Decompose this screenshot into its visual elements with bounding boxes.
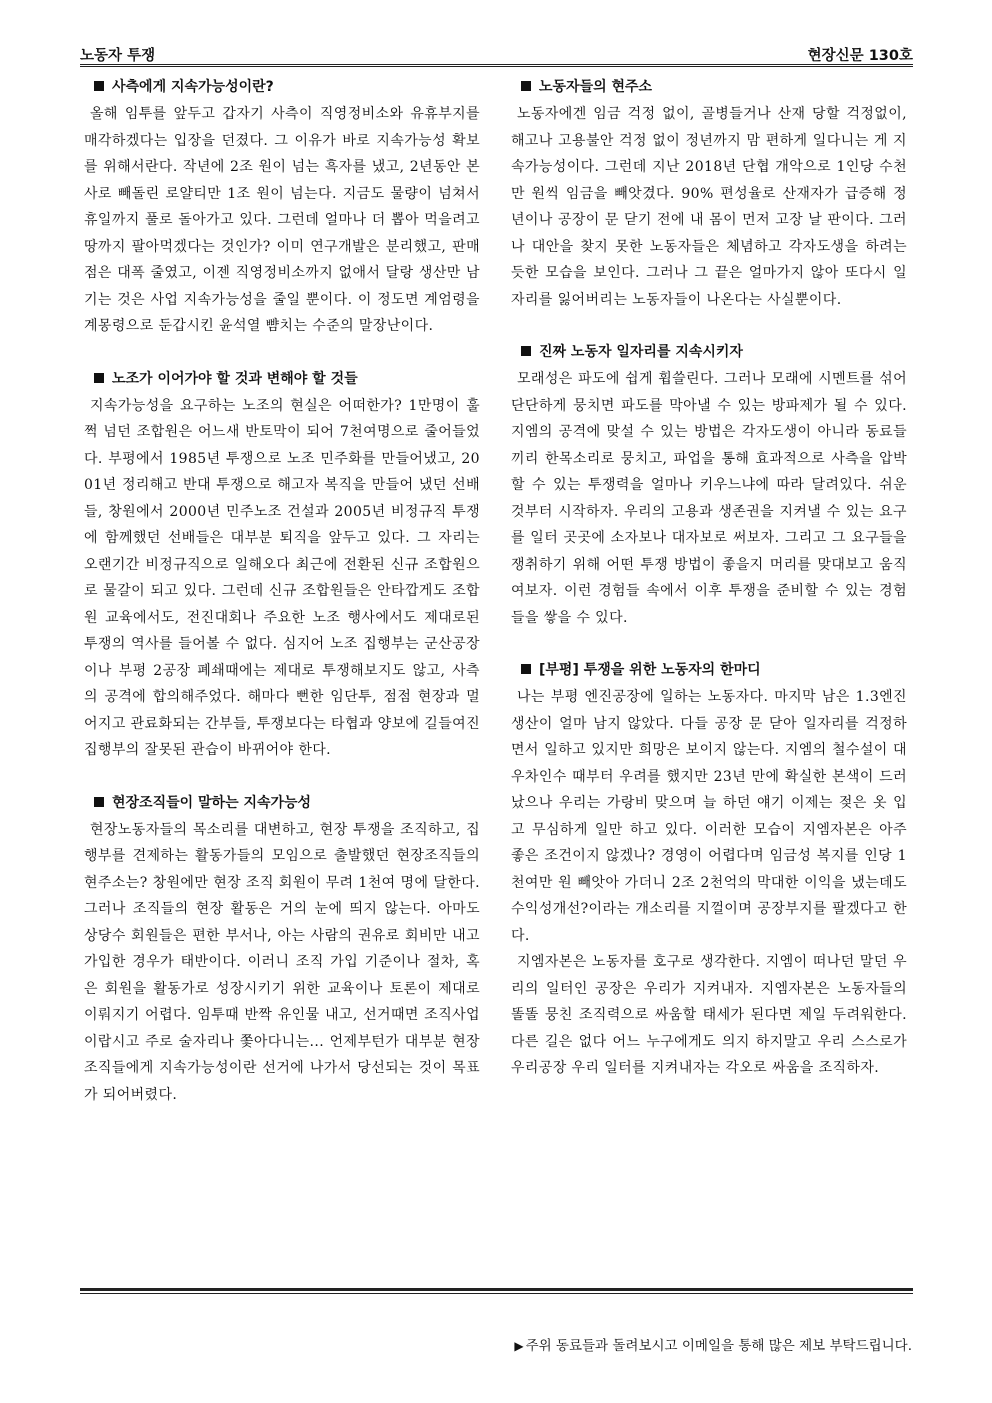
- section-heading: 진짜 노동자 일자리를 지속시키자: [511, 341, 907, 363]
- footer-divider: [80, 1288, 913, 1291]
- article-section: [84, 76, 480, 340]
- article-section: [84, 368, 480, 764]
- section-paragraph: 노동자에겐 임금 걱정 없이, 골병들거나 산재 당할 걱정없이, 해고나 고용불안 걱정 없이 정년까지 맘 편하게 일다니는 게 지속가능성이다. 그런데 지난 2018년 단협 개악으로 1인당 수천만 원씩 임금을 빼앗겼다. 90% 편성율로 산재자가 급증해 정년이나 공장이 문 닫기 전에 내 몸이 먼저 고장 날 판이다. 그러나 대안을 찾지 못한 노동자들은 체념하고 각자도생을 하려는 듯한 모습을 보인다. 그러나 그 끝은 얼마가지 않아 또다시 일자리를 잃어버리는 노동자들이 나온다는 사실뿐이다.: [511, 106, 907, 308]
- square-bullet-icon: [94, 797, 104, 807]
- footer-text: 주위 동료들과 돌려보시고 이메일을 통해 많은 제보 부탁드립니다.: [525, 1338, 912, 1354]
- right-triangle-icon: ▶: [514, 1339, 524, 1353]
- square-bullet-icon: [521, 664, 531, 674]
- article-section: [84, 792, 480, 1109]
- section-paragraph: 현장노동자들의 목소리를 대변하고, 현장 투쟁을 조직하고, 집행부를 견제하는 활동가들의 모임으로 출발했던 현장조직들의 현주소는? 창원에만 현장 조직 회원이 무려 1천여 명에 달한다. 그러나 조직들의 현장 활동은 거의 눈에 띄지 않는다. 아마도 상당수 회원들은 편한 부서나, 아는 사람의 권유로 회비만 내고 가입한 경우가 태반이다. 이러니 조직 가입 기준이나 절차, 혹은 회원을 활동가로 성장시키기 위한 교육이나 토론이 제대로 이뤄지기 어렵다. 임투때 반짝 유인물 내고, 선거때면 조직사업이랍시고 주로 술자리나 쫓아다니는... 언제부턴가 대부분 현장조직들에게 지속가능성이란 선거에 나가서 당선되는 것이 목표가 되어버렸다.: [84, 821, 480, 1103]
- square-bullet-icon: [94, 81, 104, 91]
- section-paragraph: 올해 임투를 앞두고 갑자기 사측이 직영정비소와 유휴부지를 매각하겠다는 입장을 던졌다. 그 이유가 바로 지속가능성 확보를 위해서란다. 작년에 2조 원이 넘는 흑자를 냈고, 2년동안 본사로 빼돌린 로얄티만 1조 원이 넘는다. 지금도 물량이 넘쳐서 휴일까지 풀로 돌아가고 있다. 그런데 얼마나 더 뽑아 먹을려고 땅까지 팔아먹겠다는 것인가? 이미 연구개발은 분리했고, 판매점은 대폭 줄였고, 이젠 직영정비소까지 없애서 달랑 생산만 남기는 것은 사업 지속가능성을 줄일 뿐이다. 이 정도면 계엄령을 계몽령으로 둔갑시킨 윤석열 뺨치는 수준의 말장난이다.: [84, 106, 480, 334]
- section-paragraph: 지속가능성을 요구하는 노조의 현실은 어떠한가? 1만명이 훌쩍 넘던 조합원은 어느새 반토막이 되어 7천여명으로 줄어들었다. 부평에서 1985년 투쟁으로 노조 민주화를 만들어냈고, 2001년 정리해고 반대 투쟁으로 해고자 복직을 만들어 냈던 선배들, 창원에서 2000년 민주노조 건설과 2005년 비정규직 투쟁에 함께했던 선배들은 대부분 퇴직을 앞두고 있다. 그 자리는 오랜기간 비정규직으로 일해오다 최근에 전환된 신규 조합원으로 물갈이 되고 있다. 그런데 신규 조합원들은 안타깝게도 조합원 교육에서도, 전진대회나 주요한 노조 행사에서도 제대로된 투쟁의 역사를 들어볼 수 없다. 심지어 노조 집행부는 군산공장이나 부평 2공장 폐쇄때에는 제대로 투쟁해보지도 않고, 사측의 공격에 합의해주었다. 해마다 뻔한 임단투, 점점 현장과 멀어지고 관료화되는 간부들, 투쟁보다는 타협과 양보에 길들여진 집행부의 잘못된 관습이 바뀌어야 한다.: [84, 397, 480, 758]
- footer-note: [514, 1334, 912, 1354]
- left-column: [84, 76, 480, 1136]
- newsletter-section-title: 노동자 투쟁: [80, 48, 156, 64]
- section-heading: [부평] 투쟁을 위한 노동자의 한마디: [511, 659, 907, 681]
- section-paragraph: 지엠자본은 노동자를 호구로 생각한다. 지엠이 떠나던 말던 우리의 일터인 공장은 우리가 지켜내자. 지엠자본은 노동자들의 똘똘 뭉친 조직력으로 싸움할 태세가 된다면 제일 두려워한다. 다른 길은 없다 어느 누구에게도 의지 하지말고 우리 스스로가 우리공장 우리 일터를 지켜내자는 각오로 싸움을 조직하자.: [511, 954, 907, 1076]
- issue-number: 현장신문 130호: [807, 48, 913, 64]
- section-paragraph: 나는 부평 엔진공장에 일하는 노동자다. 마지막 남은 1.3엔진 생산이 얼마 남지 않았다. 다들 공장 문 닫아 일자리를 걱정하면서 일하고 있지만 희망은 보이지 않는다. 지엠의 철수설이 대우차인수 때부터 우려를 했지만 23년 만에 확실한 본색이 드러났으나 우리는 가랑비 맞으며 늘 하던 얘기 이제는 젖은 옷 입고 무심하게 일만 하고 있다. 이러한 모습이 지엠자본은 아주 좋은 조건이지 않겠나? 경영이 어렵다며 임금성 복지를 인당 1천여만 원 빼앗아 가더니 2조 2천억의 막대한 이익을 냈는데도 수익성개선?이라는 개소리를 지껄이며 공장부지를 팔겠다고 한다.: [511, 689, 907, 944]
- section-heading: 현장조직들이 말하는 지속가능성: [84, 792, 480, 814]
- right-column: [511, 76, 907, 1110]
- square-bullet-icon: [94, 373, 104, 383]
- section-heading: 노조가 이어가야 할 것과 변해야 할 것들: [84, 368, 480, 390]
- header-divider: [80, 64, 913, 67]
- square-bullet-icon: [521, 81, 531, 91]
- article-section: [511, 659, 907, 1082]
- section-heading: 노동자들의 현주소: [511, 76, 907, 98]
- section-heading: 사측에게 지속가능성이란?: [84, 76, 480, 98]
- section-paragraph: 모래성은 파도에 쉽게 휩쓸린다. 그러나 모래에 시멘트를 섞어 단단하게 뭉치면 파도를 막아낼 수 있는 방파제가 될 수 있다. 지엠의 공격에 맞설 수 있는 방법은 각자도생이 아니라 동료들끼리 한목소리로 뭉치고, 파업을 통해 효과적으로 사측을 압박할 수 있는 투쟁력을 얼마나 키우느냐에 따라 달려있다. 쉬운 것부터 시작하자. 우리의 고용과 생존권을 지켜낼 수 있는 요구를 일터 곳곳에 소자보나 대자보로 써보자. 그리고 그 요구들을 쟁취하기 위해 어떤 투쟁 방법이 좋을지 머리를 맞대보고 움직여보자. 이런 경험들 속에서 이후 투쟁을 준비할 수 있는 경험들을 쌓을 수 있다.: [511, 371, 907, 626]
- square-bullet-icon: [521, 346, 531, 356]
- page-header: [80, 42, 913, 66]
- article-section: [511, 341, 907, 631]
- footer-divider-thin: [80, 1293, 913, 1294]
- article-section: [511, 76, 907, 313]
